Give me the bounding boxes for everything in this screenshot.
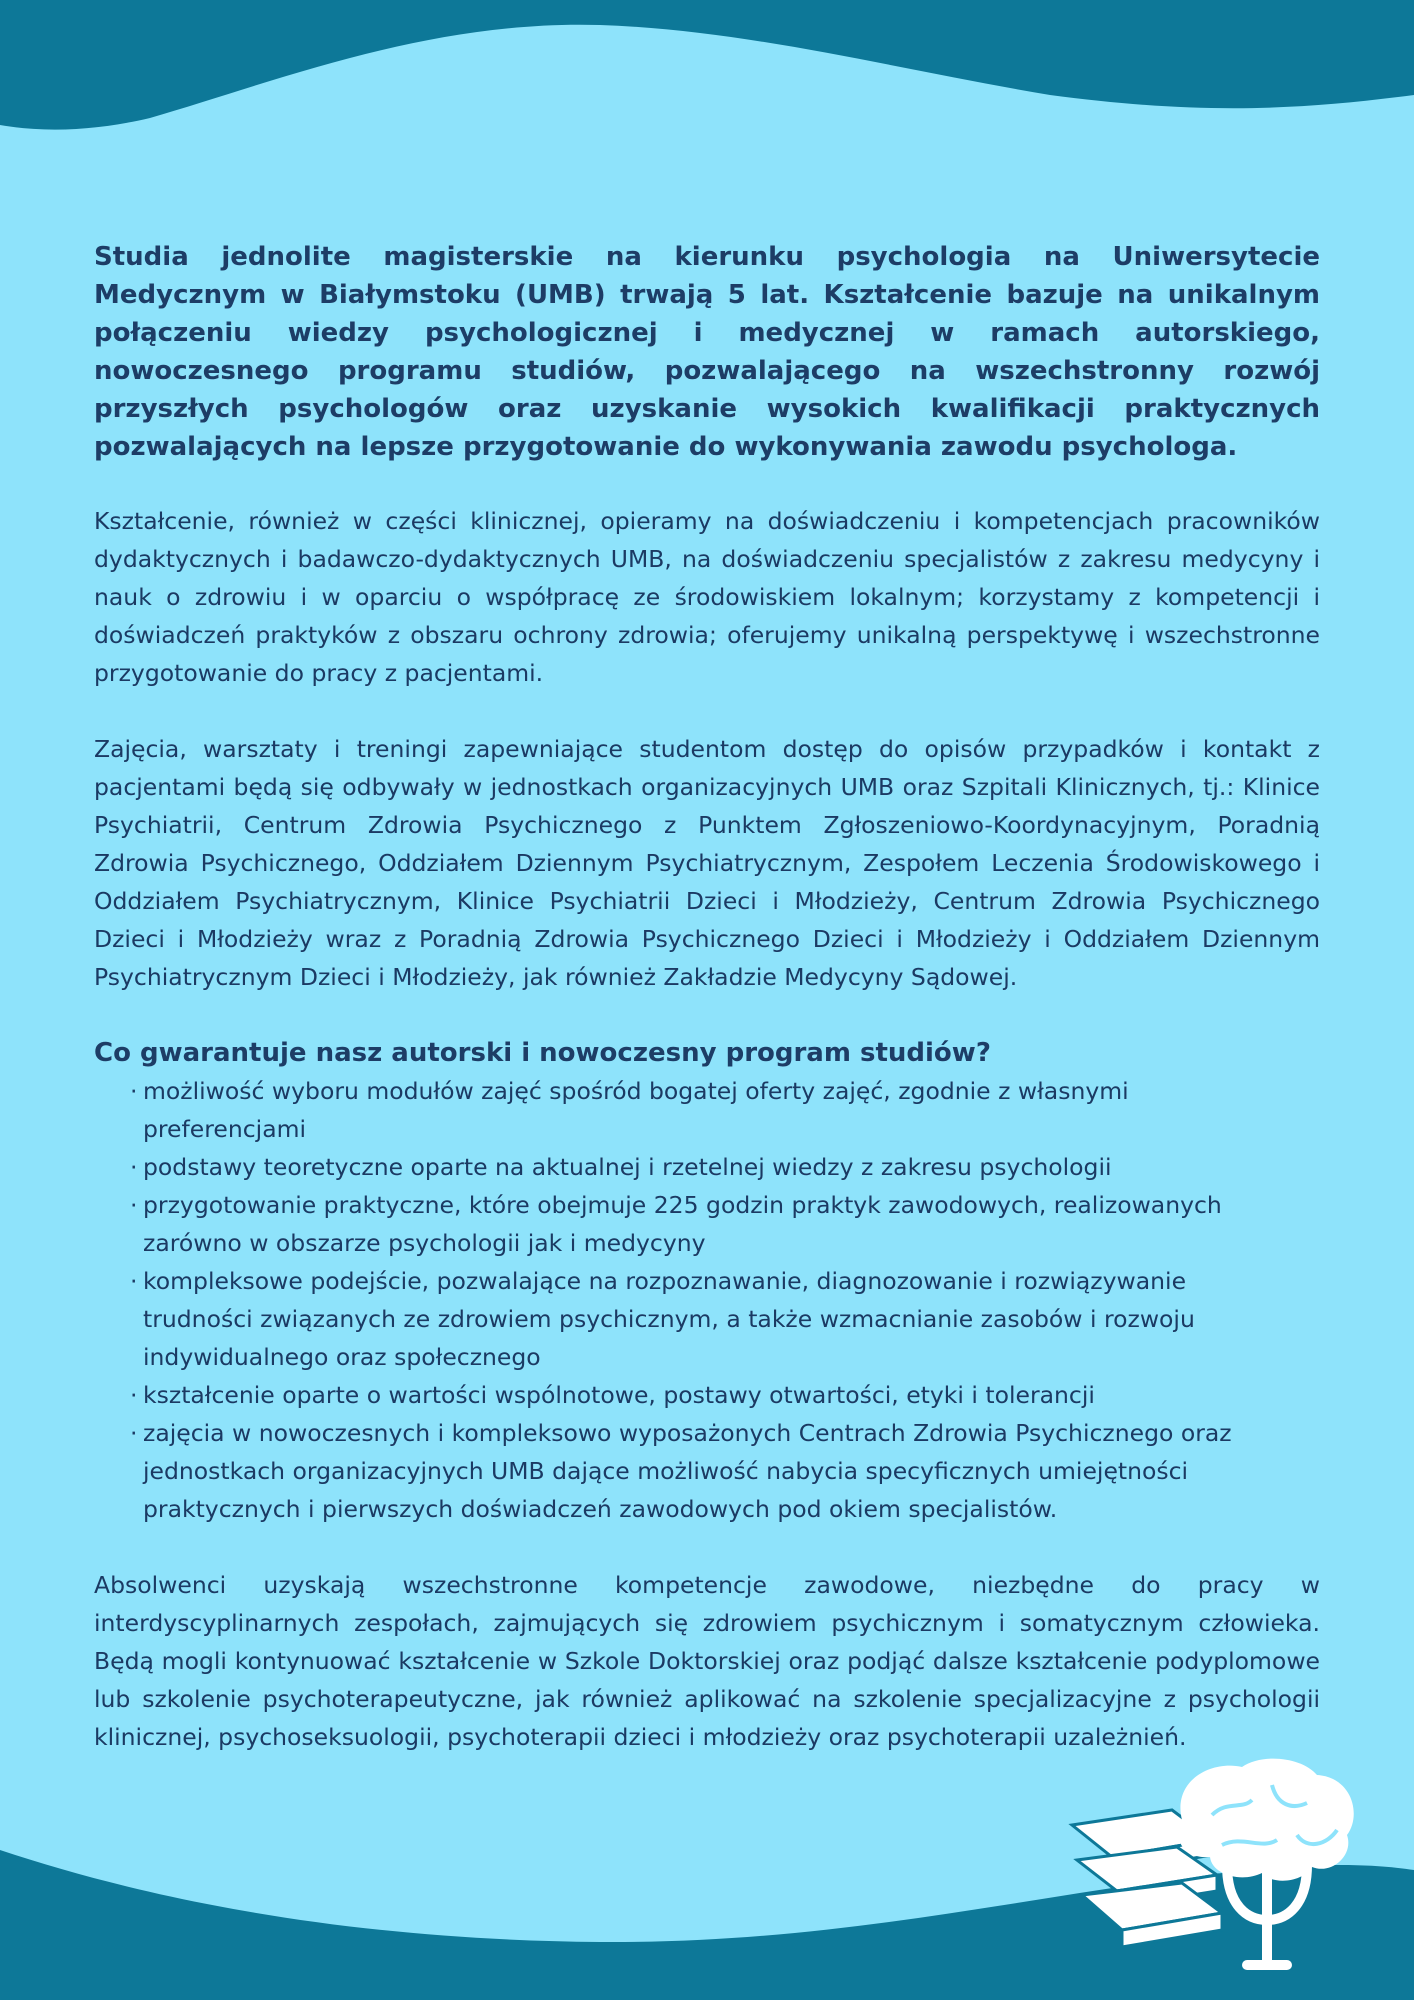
list-item bbox=[130, 1186, 1320, 1262]
list-item bbox=[130, 1262, 1320, 1376]
list-item-text: kompleksowe podejście, pozwalające na rozpoznawanie, diagnozowanie i rozwiązywanie trudności związanych ze zdrowiem psychicznym, a także wzmacnianie zasobów i rozwoju indywidualnego oraz społecznego bbox=[143, 1267, 1195, 1371]
brain-tree-icon bbox=[1178, 1759, 1353, 1881]
bullet: · bbox=[130, 1381, 138, 1409]
top-wave bbox=[0, 0, 1414, 140]
bullet: · bbox=[130, 1077, 138, 1105]
list-item-text: możliwość wyboru modułów zajęć spośród bogatej oferty zajęć, zgodnie z własnymi preferencjami bbox=[143, 1077, 1129, 1143]
bullet: · bbox=[130, 1267, 138, 1295]
list-item-text: przygotowanie praktyczne, które obejmuje 225 godzin praktyk zawodowych, realizowanych zarówno w obszarze psychologii jak i medycyny bbox=[143, 1191, 1222, 1257]
bullet: · bbox=[130, 1419, 138, 1447]
program-list bbox=[94, 1072, 1320, 1528]
list-item-text: zajęcia w nowoczesnych i kompleksowo wyposażonych Centrach Zdrowia Psychicznego oraz jednostkach organizacyjnych UMB dające możliwość nabycia specyficznych umiejętności praktycznych i pierwszych doświadczeń zawodowych pod okiem specjalistów. bbox=[143, 1419, 1232, 1523]
list-item bbox=[130, 1376, 1320, 1414]
psychology-illustration bbox=[1062, 1755, 1362, 1985]
main-content bbox=[94, 238, 1320, 1794]
bullet: · bbox=[130, 1191, 138, 1219]
bullet: · bbox=[130, 1153, 138, 1181]
list-item-text: podstawy teoretyczne oparte na aktualnej i rzetelnej wiedzy z zakresu psychologii bbox=[143, 1153, 1112, 1181]
psi-symbol-icon bbox=[1227, 1865, 1307, 1965]
closing-paragraph: Absolwenci uzyskają wszechstronne kompetencje zawodowe, niezbędne do pracy w interdyscyplinarnych zespołach, zajmujących się zdrowiem psychicznym i somatycznym człowieka. Będą mogli kontynuować kształcenie w Szkole Doktorskiej oraz podjąć dalsze kształcenie podyplomowe lub szkolenie psychoterapeutyczne, jak również aplikować na szkolenie specjalizacyjne z psychologii klinicznej, psychoseksuologii, psychoterapii dzieci i młodzieży oraz psychoterapii uzależnień. bbox=[94, 1571, 1320, 1751]
list-item-text: kształcenie oparte o wartości wspólnotowe, postawy otwartości, etyki i tolerancji bbox=[143, 1381, 1095, 1409]
list-item bbox=[130, 1072, 1320, 1148]
paragraph-classes: Zajęcia, warsztaty i treningi zapewniające studentom dostęp do opisów przypadków i kontakt z pacjentami będą się odbywały w jednostkach organizacyjnych UMB oraz Szpitali Klinicznych, tj.: Klinice Psychiatrii, Centrum Zdrowia Psychicznego z Punktem Zgłoszeniowo-Koordynacyjnym, Poradnią Zdrowia Psychicznego, Oddziałem Dziennym Psychiatrycznym, Zespołem Leczenia Środowiskowego i Oddziałem Psychiatrycznym, Klinice Psychiatrii Dzieci i Młodzieży, Centrum Zdrowia Psychicznego Dzieci i Młodzieży wraz z Poradnią Zdrowia Psychicznego Dzieci i Młodzieży i Oddziałem Dziennym Psychiatrycznym Dzieci i Młodzieży, jak również Zakładzie Medycyny Sądowej. bbox=[94, 735, 1320, 991]
paragraph-clinical: Kształcenie, również w części klinicznej, opieramy na doświadczeniu i kompetencjach pracowników dydaktycznych i badawczo-dydaktycznych UMB, na doświadczeniu specjalistów z zakresu medycyny i nauk o zdrowiu i w oparciu o współpracę ze środowiskiem lokalnym; korzystamy z kompetencji i doświadczeń praktyków z obszaru ochrony zdrowia; oferujemy unikalną perspektywę i wszechstronne przygotowanie do pracy z pacjentami. bbox=[94, 507, 1320, 687]
list-item bbox=[130, 1414, 1320, 1528]
list-item bbox=[130, 1148, 1320, 1186]
program-heading: Co gwarantuje nasz autorski i nowoczesny program studiów? bbox=[94, 1038, 991, 1068]
intro-paragraph: Studia jednolite magisterskie na kierunku psychologia na Uniwersytecie Medycznym w Białymstoku (UMB) trwają 5 lat. Kształcenie bazuje na unikalnym połączeniu wiedzy psychologicznej i medycznej w ramach autorskiego, nowoczesnego programu studiów, pozwalającego na wszechstronny rozwój przyszłych psychologów oraz uzyskanie wysokich kwalifikacji praktycznych pozwalających na lepsze przygotowanie do wykonywania zawodu psychologa. bbox=[94, 242, 1320, 462]
